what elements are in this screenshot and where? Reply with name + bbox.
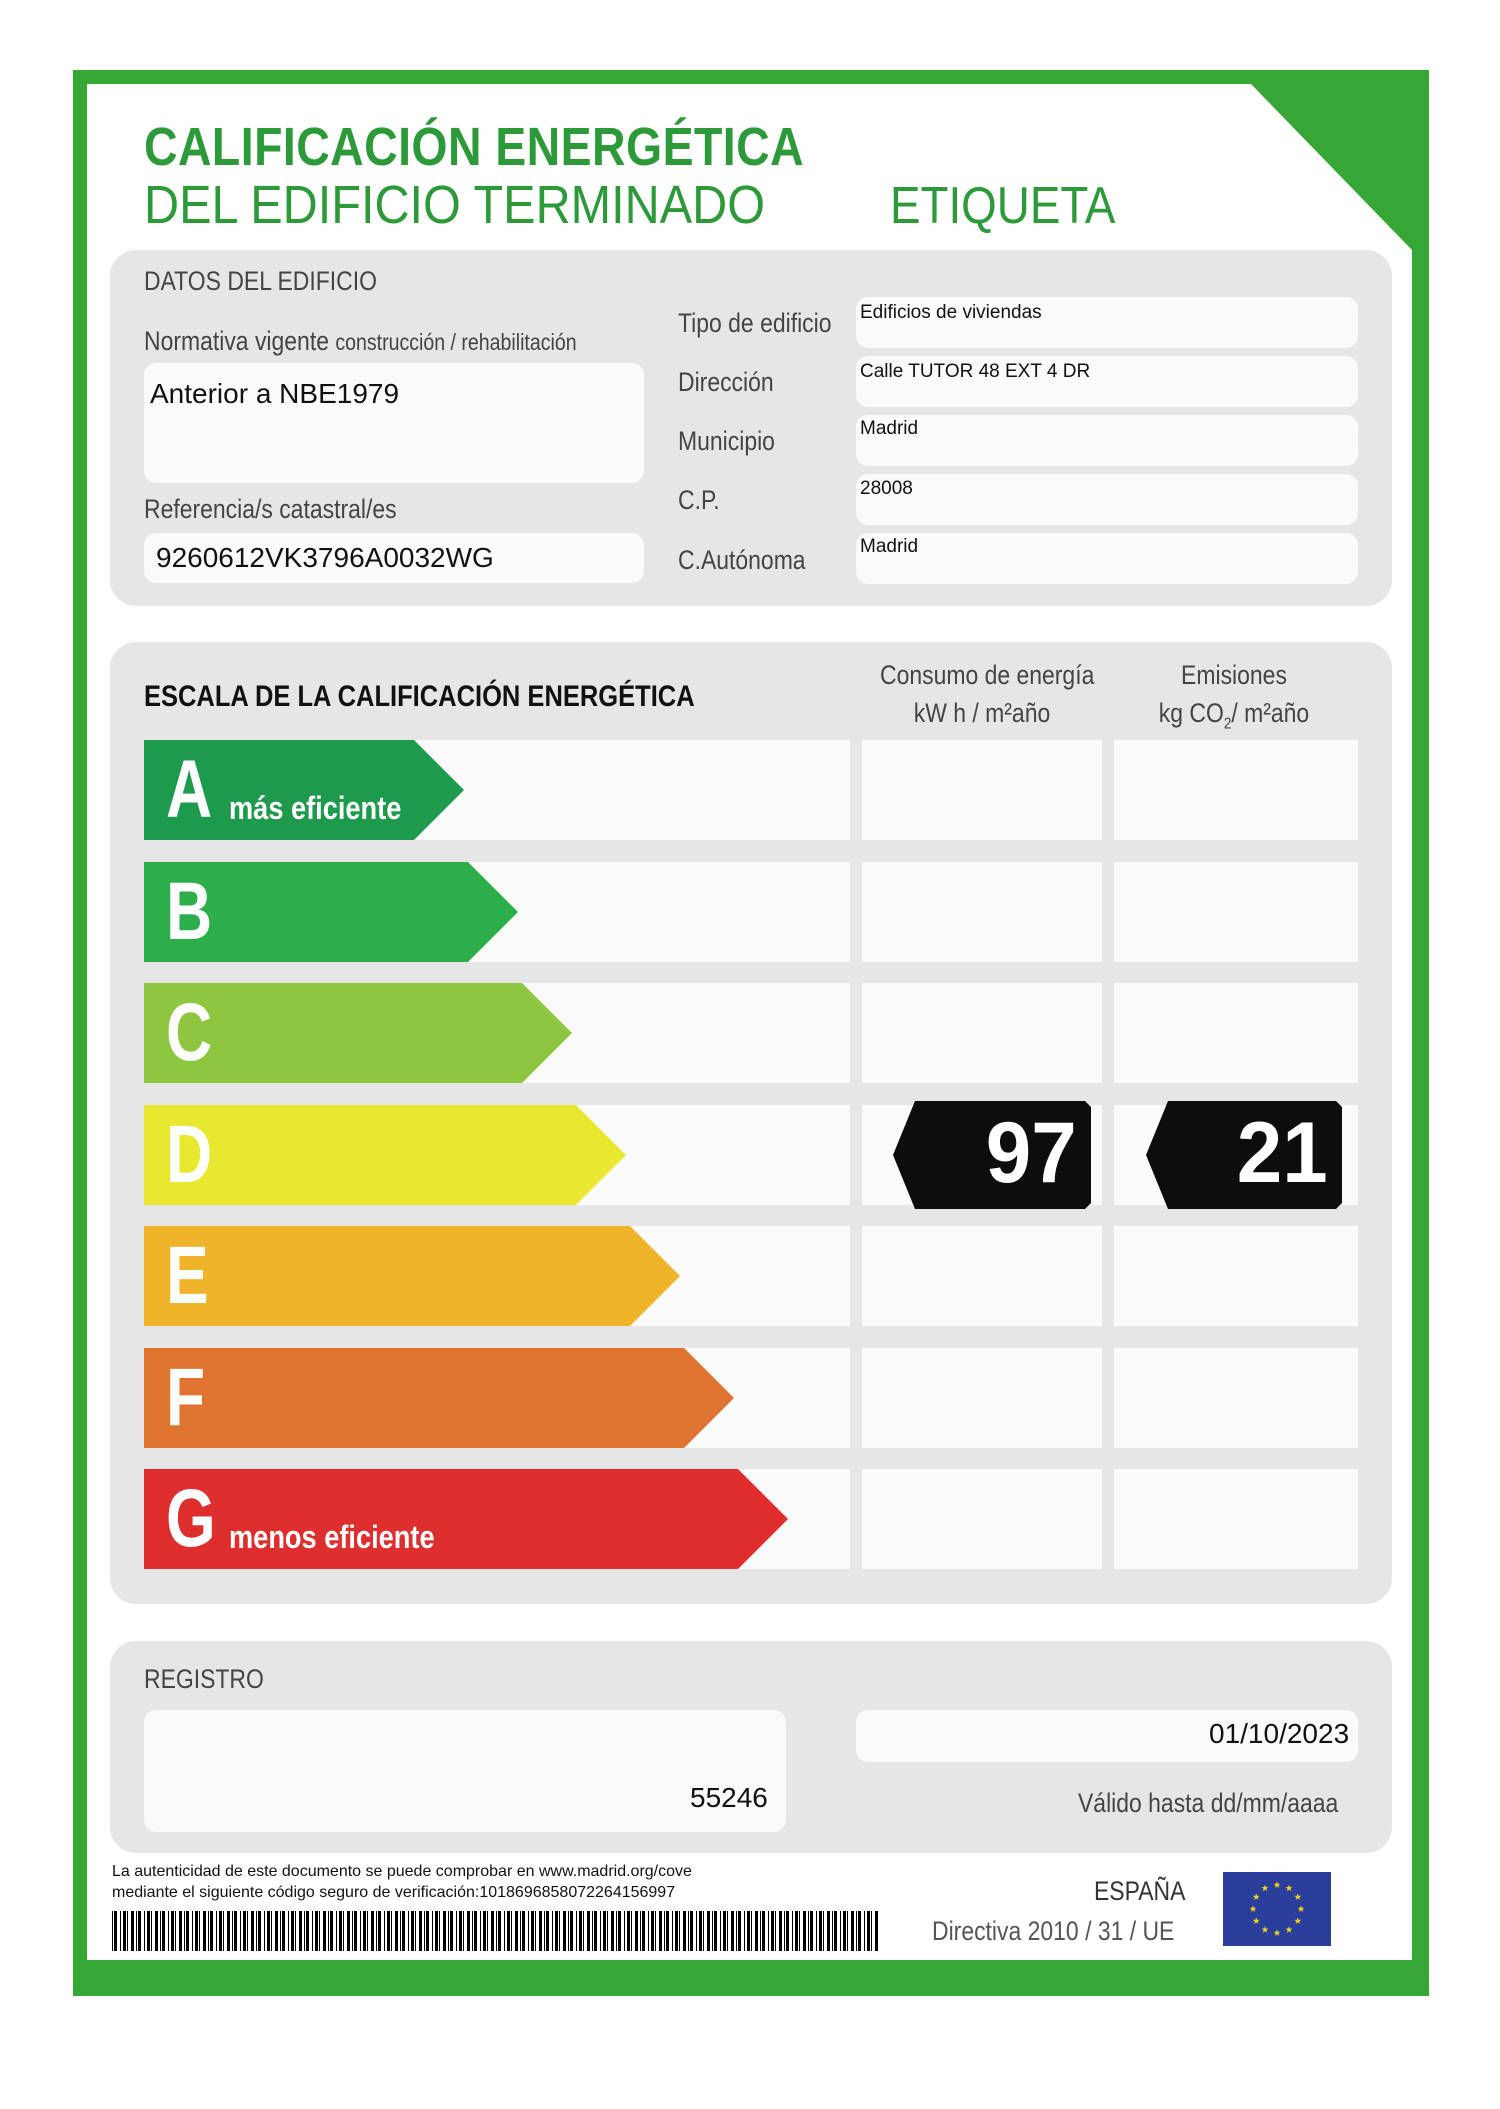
country-label: ESPAÑA	[1094, 1876, 1186, 1906]
emisiones-rating-value: 21	[1237, 1105, 1328, 1201]
registro-number: 55246	[690, 1782, 768, 1813]
grade-letter-e: E	[166, 1230, 209, 1321]
building-section-title: DATOS DEL EDIFICIO	[144, 266, 377, 296]
emisiones-cell-f	[1114, 1348, 1358, 1448]
cp-value: 28008	[860, 478, 913, 499]
direccion-label: Dirección	[678, 367, 774, 397]
grade-letter-b: B	[166, 866, 213, 957]
registro-section-title: REGISTRO	[144, 1664, 264, 1694]
comunidad-box	[856, 533, 1358, 584]
scale-section-title: ESCALA DE LA CALIFICACIÓN ENERGÉTICA	[144, 680, 695, 713]
consumo-cell-g	[862, 1469, 1102, 1569]
etiqueta-label: ETIQUETA	[890, 177, 1116, 235]
grade-letter-f: F	[166, 1352, 206, 1443]
consumo-cell-a	[862, 740, 1102, 840]
emisiones-cell-g	[1114, 1469, 1358, 1569]
consumo-header: Consumo de energía kW h / m²año	[880, 660, 1095, 728]
title-line1: CALIFICACIÓN ENERGÉTICA	[144, 117, 805, 177]
consumo-rating-badge	[893, 1101, 1091, 1209]
municipio-value: Madrid	[860, 418, 919, 439]
eu-flag-icon	[1223, 1872, 1331, 1946]
consumo-rating-value: 97	[986, 1105, 1077, 1201]
emisiones-cell-e	[1114, 1226, 1358, 1326]
tipo-value: Edificios de viviendas	[860, 302, 1042, 323]
emisiones-header: Emisiones kg $CO_2/$ m²año	[1158, 660, 1310, 733]
grade-arrow-f	[144, 1348, 734, 1448]
consumo-cell-c	[862, 983, 1102, 1083]
comunidad-value: Madrid	[860, 536, 919, 557]
cp-label: C.P.	[678, 485, 720, 515]
grade-subtitle-a: más eficiente	[229, 790, 402, 826]
emisiones-rating-badge	[1146, 1101, 1342, 1209]
municipio-box	[856, 415, 1358, 466]
referencia-label: Referencia/s catastral/es	[144, 494, 397, 524]
cp-box	[856, 474, 1358, 525]
grade-arrow-b	[144, 862, 518, 962]
grade-letter-g: G	[166, 1473, 216, 1564]
comunidad-label: C.Autónoma	[678, 545, 806, 575]
corner-triangle	[1251, 84, 1412, 250]
emisiones-cell-b	[1114, 862, 1358, 962]
grade-arrow-g	[144, 1469, 788, 1569]
authenticity-line1: La autenticidad de este documento se puede comprobar en www.madrid.org/cove	[112, 1863, 692, 1880]
normativa-value: Anterior a NBE1979	[150, 378, 400, 409]
consumo-cell-b	[862, 862, 1102, 962]
referencia-value: 9260612VK3796A0032WG	[156, 542, 494, 573]
grade-arrow-a	[144, 740, 464, 840]
grade-letter-d: D	[166, 1109, 213, 1200]
barcode-icon	[112, 1911, 880, 1951]
grade-arrow-d	[144, 1105, 626, 1205]
grade-arrow-c	[144, 983, 572, 1083]
grade-letter-c: C	[166, 987, 213, 1078]
consumo-cell-f	[862, 1348, 1102, 1448]
emisiones-cell-a	[1114, 740, 1358, 840]
normativa-label: Normativa vigente construcción / rehabilitación	[144, 326, 577, 356]
valid-date-label: Válido hasta dd/mm/aaaa	[1078, 1788, 1339, 1818]
consumo-cell-e	[862, 1226, 1102, 1326]
municipio-label: Municipio	[678, 426, 775, 456]
grade-letter-a: A	[166, 744, 213, 835]
valid-date-value: 01/10/2023	[1209, 1718, 1350, 1749]
grade-arrow-e	[144, 1226, 680, 1326]
tipo-label: Tipo de edificio	[678, 308, 832, 338]
title-line2: DEL EDIFICIO TERMINADO	[144, 175, 766, 235]
grade-subtitle-g: menos eficiente	[229, 1519, 435, 1555]
direccion-value: Calle TUTOR 48 EXT 4 DR	[860, 361, 1091, 382]
emisiones-cell-c	[1114, 983, 1358, 1083]
directive-label: Directiva 2010 / 31 / UE	[932, 1916, 1175, 1946]
authenticity-line2: mediante el siguiente código seguro de verificación:1018696858072264156997	[112, 1884, 676, 1901]
